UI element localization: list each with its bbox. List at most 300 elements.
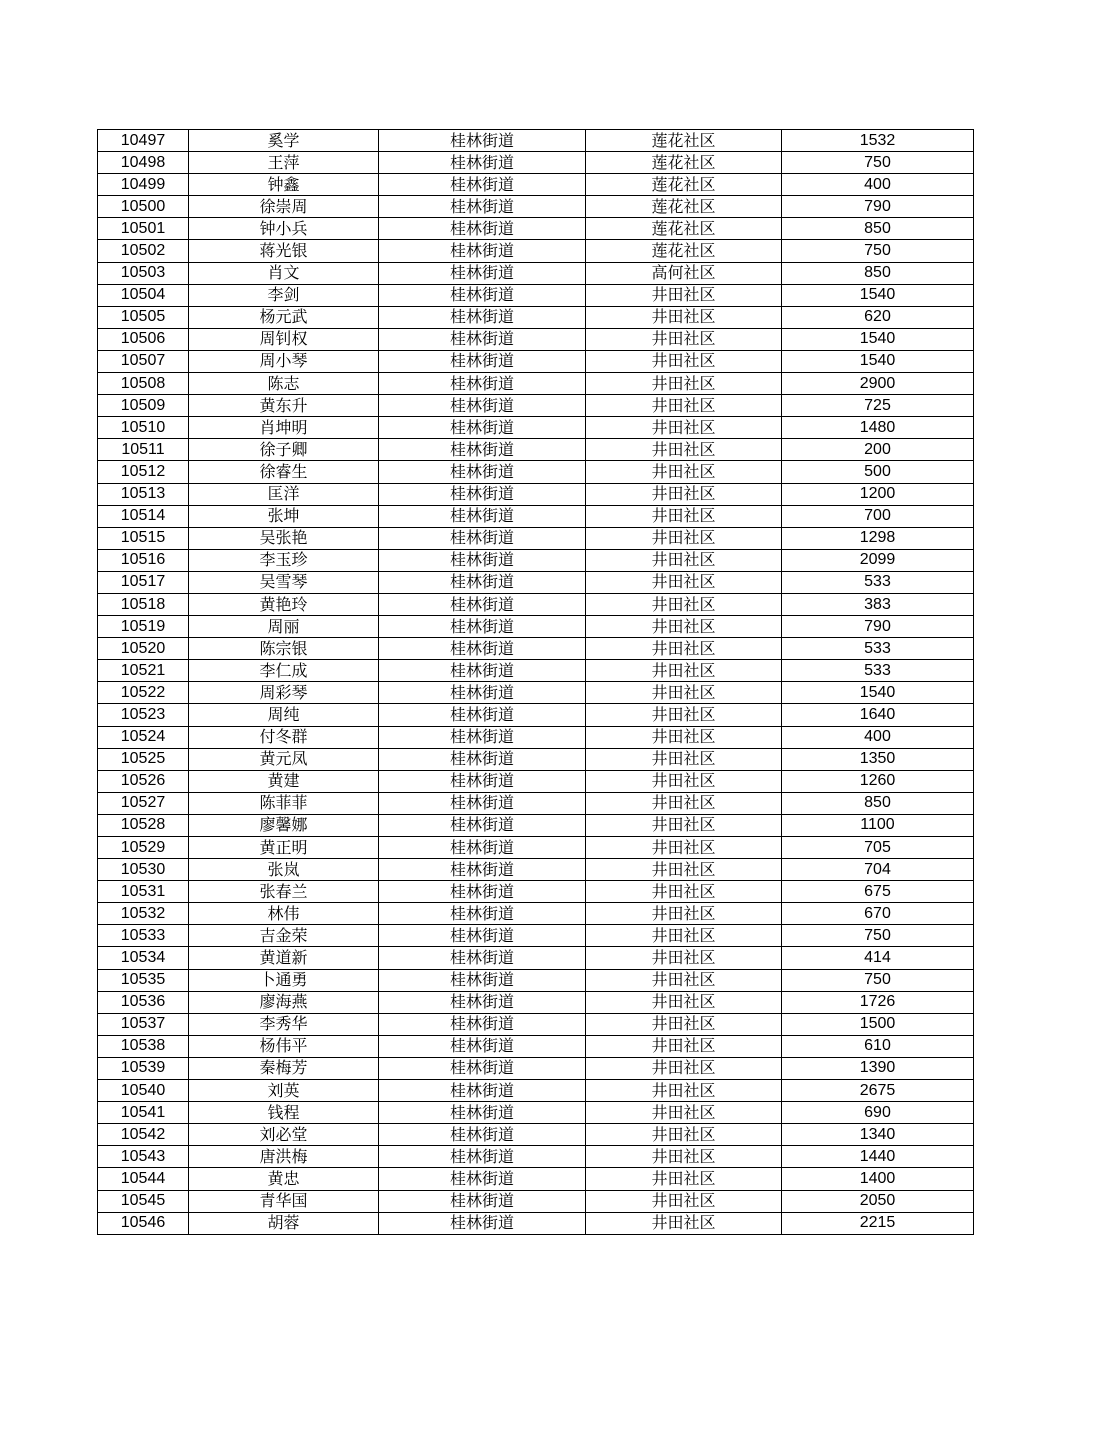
record-id-cell: 10532 <box>98 903 189 925</box>
table-row <box>98 638 974 660</box>
community-cell: 井田社区 <box>586 770 782 792</box>
record-id-cell: 10540 <box>98 1080 189 1102</box>
amount-cell: 1298 <box>782 527 974 549</box>
community-cell: 井田社区 <box>586 571 782 593</box>
record-id-cell: 10536 <box>98 991 189 1013</box>
street-cell: 桂林街道 <box>379 593 586 615</box>
person-name-cell: 周钊权 <box>189 328 379 350</box>
street-cell: 桂林街道 <box>379 1080 586 1102</box>
person-name-cell: 徐睿生 <box>189 461 379 483</box>
table-row <box>98 439 974 461</box>
table-row <box>98 262 974 284</box>
person-name-cell: 肖坤明 <box>189 417 379 439</box>
person-name-cell: 黄元凤 <box>189 748 379 770</box>
amount-cell: 1540 <box>782 682 974 704</box>
amount-cell: 750 <box>782 240 974 262</box>
table-row <box>98 549 974 571</box>
table-row <box>98 1190 974 1212</box>
record-id-cell: 10530 <box>98 859 189 881</box>
person-name-cell: 黄东升 <box>189 395 379 417</box>
street-cell: 桂林街道 <box>379 748 586 770</box>
community-cell: 井田社区 <box>586 483 782 505</box>
community-cell: 莲花社区 <box>586 240 782 262</box>
table-row <box>98 660 974 682</box>
record-id-cell: 10515 <box>98 527 189 549</box>
community-cell: 井田社区 <box>586 1212 782 1234</box>
table-row <box>98 350 974 372</box>
table-row <box>98 859 974 881</box>
amount-cell: 1350 <box>782 748 974 770</box>
person-name-cell: 李剑 <box>189 284 379 306</box>
record-id-cell: 10527 <box>98 792 189 814</box>
table-row <box>98 1146 974 1168</box>
table-row <box>98 881 974 903</box>
person-name-cell: 李玉珍 <box>189 549 379 571</box>
record-id-cell: 10528 <box>98 814 189 836</box>
community-cell: 井田社区 <box>586 1168 782 1190</box>
street-cell: 桂林街道 <box>379 196 586 218</box>
amount-cell: 2215 <box>782 1212 974 1234</box>
amount-cell: 1200 <box>782 483 974 505</box>
community-cell: 井田社区 <box>586 748 782 770</box>
amount-cell: 850 <box>782 218 974 240</box>
record-id-cell: 10512 <box>98 461 189 483</box>
amount-cell: 1640 <box>782 704 974 726</box>
community-cell: 莲花社区 <box>586 174 782 196</box>
person-name-cell: 青华国 <box>189 1190 379 1212</box>
table-row <box>98 616 974 638</box>
street-cell: 桂林街道 <box>379 1146 586 1168</box>
amount-cell: 675 <box>782 881 974 903</box>
amount-cell: 533 <box>782 638 974 660</box>
person-name-cell: 廖馨娜 <box>189 814 379 836</box>
person-name-cell: 徐子卿 <box>189 439 379 461</box>
table-row <box>98 682 974 704</box>
person-name-cell: 肖文 <box>189 262 379 284</box>
street-cell: 桂林街道 <box>379 328 586 350</box>
person-name-cell: 杨元武 <box>189 306 379 328</box>
person-name-cell: 钟鑫 <box>189 174 379 196</box>
community-cell: 井田社区 <box>586 1035 782 1057</box>
amount-cell: 1726 <box>782 991 974 1013</box>
record-id-cell: 10526 <box>98 770 189 792</box>
person-name-cell: 胡蓉 <box>189 1212 379 1234</box>
person-name-cell: 钱程 <box>189 1102 379 1124</box>
community-cell: 井田社区 <box>586 660 782 682</box>
person-name-cell: 钟小兵 <box>189 218 379 240</box>
record-id-cell: 10503 <box>98 262 189 284</box>
table-row <box>98 969 974 991</box>
street-cell: 桂林街道 <box>379 638 586 660</box>
community-cell: 莲花社区 <box>586 130 782 152</box>
table-row <box>98 1013 974 1035</box>
table-row <box>98 704 974 726</box>
street-cell: 桂林街道 <box>379 571 586 593</box>
person-name-cell: 张岚 <box>189 859 379 881</box>
street-cell: 桂林街道 <box>379 152 586 174</box>
record-id-cell: 10524 <box>98 726 189 748</box>
table-row <box>98 726 974 748</box>
record-id-cell: 10507 <box>98 350 189 372</box>
table-row <box>98 527 974 549</box>
amount-cell: 200 <box>782 439 974 461</box>
community-cell: 井田社区 <box>586 527 782 549</box>
person-name-cell: 奚学 <box>189 130 379 152</box>
person-name-cell: 吉金荣 <box>189 925 379 947</box>
amount-cell: 1340 <box>782 1124 974 1146</box>
table-row <box>98 1035 974 1057</box>
street-cell: 桂林街道 <box>379 969 586 991</box>
table-row <box>98 174 974 196</box>
record-id-cell: 10508 <box>98 373 189 395</box>
community-cell: 井田社区 <box>586 461 782 483</box>
record-id-cell: 10513 <box>98 483 189 505</box>
record-id-cell: 10539 <box>98 1057 189 1079</box>
community-cell: 井田社区 <box>586 704 782 726</box>
person-name-cell: 周丽 <box>189 616 379 638</box>
record-id-cell: 10517 <box>98 571 189 593</box>
community-cell: 井田社区 <box>586 792 782 814</box>
person-name-cell: 吴张艳 <box>189 527 379 549</box>
amount-cell: 1440 <box>782 1146 974 1168</box>
amount-cell: 383 <box>782 593 974 615</box>
person-name-cell: 廖海燕 <box>189 991 379 1013</box>
record-id-cell: 10537 <box>98 1013 189 1035</box>
street-cell: 桂林街道 <box>379 704 586 726</box>
community-cell: 井田社区 <box>586 417 782 439</box>
community-cell: 井田社区 <box>586 505 782 527</box>
street-cell: 桂林街道 <box>379 306 586 328</box>
table-row <box>98 417 974 439</box>
table-row <box>98 306 974 328</box>
amount-cell: 1400 <box>782 1168 974 1190</box>
community-cell: 井田社区 <box>586 1080 782 1102</box>
street-cell: 桂林街道 <box>379 1035 586 1057</box>
person-name-cell: 秦梅芳 <box>189 1057 379 1079</box>
table-row <box>98 814 974 836</box>
community-cell: 井田社区 <box>586 682 782 704</box>
amount-cell: 2050 <box>782 1190 974 1212</box>
record-id-cell: 10518 <box>98 593 189 615</box>
record-id-cell: 10521 <box>98 660 189 682</box>
street-cell: 桂林街道 <box>379 130 586 152</box>
street-cell: 桂林街道 <box>379 1102 586 1124</box>
amount-cell: 750 <box>782 925 974 947</box>
amount-cell: 400 <box>782 174 974 196</box>
record-id-cell: 10534 <box>98 947 189 969</box>
record-id-cell: 10543 <box>98 1146 189 1168</box>
community-cell: 井田社区 <box>586 549 782 571</box>
person-name-cell: 陈菲菲 <box>189 792 379 814</box>
amount-cell: 414 <box>782 947 974 969</box>
record-id-cell: 10511 <box>98 439 189 461</box>
street-cell: 桂林街道 <box>379 814 586 836</box>
street-cell: 桂林街道 <box>379 682 586 704</box>
record-id-cell: 10497 <box>98 130 189 152</box>
community-cell: 井田社区 <box>586 638 782 660</box>
person-name-cell: 刘必堂 <box>189 1124 379 1146</box>
person-name-cell: 匡洋 <box>189 483 379 505</box>
person-name-cell: 陈志 <box>189 373 379 395</box>
street-cell: 桂林街道 <box>379 395 586 417</box>
table-row <box>98 395 974 417</box>
community-cell: 井田社区 <box>586 969 782 991</box>
street-cell: 桂林街道 <box>379 284 586 306</box>
street-cell: 桂林街道 <box>379 947 586 969</box>
amount-cell: 400 <box>782 726 974 748</box>
amount-cell: 610 <box>782 1035 974 1057</box>
person-name-cell: 李秀华 <box>189 1013 379 1035</box>
amount-cell: 750 <box>782 969 974 991</box>
community-cell: 井田社区 <box>586 925 782 947</box>
community-cell: 井田社区 <box>586 991 782 1013</box>
amount-cell: 500 <box>782 461 974 483</box>
person-name-cell: 卜通勇 <box>189 969 379 991</box>
street-cell: 桂林街道 <box>379 881 586 903</box>
table-row <box>98 218 974 240</box>
person-name-cell: 杨伟平 <box>189 1035 379 1057</box>
person-name-cell: 黄艳玲 <box>189 593 379 615</box>
record-id-cell: 10498 <box>98 152 189 174</box>
street-cell: 桂林街道 <box>379 417 586 439</box>
amount-cell: 533 <box>782 571 974 593</box>
community-cell: 井田社区 <box>586 1124 782 1146</box>
table-row <box>98 284 974 306</box>
street-cell: 桂林街道 <box>379 262 586 284</box>
person-name-cell: 林伟 <box>189 903 379 925</box>
record-id-cell: 10535 <box>98 969 189 991</box>
person-name-cell: 李仁成 <box>189 660 379 682</box>
record-id-cell: 10523 <box>98 704 189 726</box>
person-name-cell: 黄正明 <box>189 837 379 859</box>
street-cell: 桂林街道 <box>379 483 586 505</box>
amount-cell: 1540 <box>782 284 974 306</box>
amount-cell: 850 <box>782 262 974 284</box>
street-cell: 桂林街道 <box>379 240 586 262</box>
person-name-cell: 王萍 <box>189 152 379 174</box>
street-cell: 桂林街道 <box>379 792 586 814</box>
record-id-cell: 10531 <box>98 881 189 903</box>
amount-cell: 790 <box>782 196 974 218</box>
community-cell: 井田社区 <box>586 1190 782 1212</box>
community-cell: 莲花社区 <box>586 152 782 174</box>
table-row <box>98 593 974 615</box>
table-row <box>98 1168 974 1190</box>
record-id-cell: 10510 <box>98 417 189 439</box>
street-cell: 桂林街道 <box>379 1013 586 1035</box>
amount-cell: 750 <box>782 152 974 174</box>
person-name-cell: 吴雪琴 <box>189 571 379 593</box>
table-row <box>98 1057 974 1079</box>
record-id-cell: 10519 <box>98 616 189 638</box>
table-row <box>98 505 974 527</box>
table-row <box>98 461 974 483</box>
person-name-cell: 张春兰 <box>189 881 379 903</box>
street-cell: 桂林街道 <box>379 174 586 196</box>
person-name-cell: 徐崇周 <box>189 196 379 218</box>
street-cell: 桂林街道 <box>379 726 586 748</box>
amount-cell: 1390 <box>782 1057 974 1079</box>
community-cell: 莲花社区 <box>586 196 782 218</box>
community-cell: 井田社区 <box>586 593 782 615</box>
community-cell: 井田社区 <box>586 903 782 925</box>
record-id-cell: 10542 <box>98 1124 189 1146</box>
amount-cell: 1540 <box>782 350 974 372</box>
street-cell: 桂林街道 <box>379 461 586 483</box>
street-cell: 桂林街道 <box>379 925 586 947</box>
record-id-cell: 10545 <box>98 1190 189 1212</box>
table-row <box>98 483 974 505</box>
street-cell: 桂林街道 <box>379 1168 586 1190</box>
street-cell: 桂林街道 <box>379 549 586 571</box>
record-id-cell: 10506 <box>98 328 189 350</box>
record-id-cell: 10501 <box>98 218 189 240</box>
record-id-cell: 10500 <box>98 196 189 218</box>
community-cell: 井田社区 <box>586 373 782 395</box>
record-id-cell: 10525 <box>98 748 189 770</box>
person-name-cell: 付冬群 <box>189 726 379 748</box>
amount-cell: 1260 <box>782 770 974 792</box>
community-cell: 井田社区 <box>586 814 782 836</box>
amount-cell: 725 <box>782 395 974 417</box>
community-cell: 井田社区 <box>586 306 782 328</box>
amount-cell: 700 <box>782 505 974 527</box>
street-cell: 桂林街道 <box>379 770 586 792</box>
table-row <box>98 373 974 395</box>
community-cell: 井田社区 <box>586 881 782 903</box>
table-row <box>98 240 974 262</box>
amount-cell: 533 <box>782 660 974 682</box>
community-cell: 井田社区 <box>586 395 782 417</box>
table-row <box>98 152 974 174</box>
amount-cell: 704 <box>782 859 974 881</box>
record-id-cell: 10546 <box>98 1212 189 1234</box>
table-row <box>98 196 974 218</box>
community-cell: 井田社区 <box>586 284 782 306</box>
person-name-cell: 黄道新 <box>189 947 379 969</box>
community-cell: 井田社区 <box>586 328 782 350</box>
amount-cell: 690 <box>782 1102 974 1124</box>
street-cell: 桂林街道 <box>379 439 586 461</box>
street-cell: 桂林街道 <box>379 350 586 372</box>
amount-cell: 2900 <box>782 373 974 395</box>
amount-cell: 790 <box>782 616 974 638</box>
person-name-cell: 陈宗银 <box>189 638 379 660</box>
street-cell: 桂林街道 <box>379 373 586 395</box>
amount-cell: 1480 <box>782 417 974 439</box>
community-cell: 井田社区 <box>586 1013 782 1035</box>
person-name-cell: 蒋光银 <box>189 240 379 262</box>
street-cell: 桂林街道 <box>379 1057 586 1079</box>
person-name-cell: 唐洪梅 <box>189 1146 379 1168</box>
community-cell: 井田社区 <box>586 1057 782 1079</box>
table-body <box>98 130 974 1235</box>
street-cell: 桂林街道 <box>379 218 586 240</box>
community-cell: 井田社区 <box>586 439 782 461</box>
community-cell: 井田社区 <box>586 1146 782 1168</box>
person-name-cell: 周彩琴 <box>189 682 379 704</box>
record-id-cell: 10533 <box>98 925 189 947</box>
person-name-cell: 刘英 <box>189 1080 379 1102</box>
table-row <box>98 328 974 350</box>
person-name-cell: 周纯 <box>189 704 379 726</box>
record-id-cell: 10514 <box>98 505 189 527</box>
record-id-cell: 10499 <box>98 174 189 196</box>
amount-cell: 620 <box>782 306 974 328</box>
street-cell: 桂林街道 <box>379 859 586 881</box>
amount-cell: 2675 <box>782 1080 974 1102</box>
table-row <box>98 947 974 969</box>
record-id-cell: 10541 <box>98 1102 189 1124</box>
amount-cell: 2099 <box>782 549 974 571</box>
record-id-cell: 10504 <box>98 284 189 306</box>
person-name-cell: 周小琴 <box>189 350 379 372</box>
street-cell: 桂林街道 <box>379 1190 586 1212</box>
amount-cell: 705 <box>782 837 974 859</box>
community-cell: 莲花社区 <box>586 218 782 240</box>
table-row <box>98 1102 974 1124</box>
street-cell: 桂林街道 <box>379 1124 586 1146</box>
person-name-cell: 黄忠 <box>189 1168 379 1190</box>
table-row <box>98 130 974 152</box>
amount-cell: 850 <box>782 792 974 814</box>
community-cell: 高何社区 <box>586 262 782 284</box>
table-row <box>98 1124 974 1146</box>
community-cell: 井田社区 <box>586 350 782 372</box>
record-id-cell: 10502 <box>98 240 189 262</box>
street-cell: 桂林街道 <box>379 616 586 638</box>
street-cell: 桂林街道 <box>379 837 586 859</box>
street-cell: 桂林街道 <box>379 991 586 1013</box>
street-cell: 桂林街道 <box>379 1212 586 1234</box>
table-row <box>98 991 974 1013</box>
table-row <box>98 748 974 770</box>
street-cell: 桂林街道 <box>379 660 586 682</box>
community-cell: 井田社区 <box>586 726 782 748</box>
record-id-cell: 10509 <box>98 395 189 417</box>
community-cell: 井田社区 <box>586 859 782 881</box>
community-cell: 井田社区 <box>586 837 782 859</box>
community-cell: 井田社区 <box>586 616 782 638</box>
community-cell: 井田社区 <box>586 1102 782 1124</box>
community-cell: 井田社区 <box>586 947 782 969</box>
person-name-cell: 黄建 <box>189 770 379 792</box>
record-id-cell: 10522 <box>98 682 189 704</box>
table-row <box>98 571 974 593</box>
record-id-cell: 10544 <box>98 1168 189 1190</box>
person-name-cell: 张坤 <box>189 505 379 527</box>
table-row <box>98 770 974 792</box>
table-row <box>98 837 974 859</box>
table-row <box>98 1212 974 1234</box>
amount-cell: 670 <box>782 903 974 925</box>
table-row <box>98 792 974 814</box>
street-cell: 桂林街道 <box>379 527 586 549</box>
record-id-cell: 10529 <box>98 837 189 859</box>
amount-cell: 1540 <box>782 328 974 350</box>
amount-cell: 1100 <box>782 814 974 836</box>
amount-cell: 1500 <box>782 1013 974 1035</box>
data-table <box>97 129 974 1235</box>
table-row <box>98 925 974 947</box>
record-id-cell: 10538 <box>98 1035 189 1057</box>
street-cell: 桂林街道 <box>379 505 586 527</box>
record-id-cell: 10505 <box>98 306 189 328</box>
table-row <box>98 1080 974 1102</box>
record-id-cell: 10516 <box>98 549 189 571</box>
record-id-cell: 10520 <box>98 638 189 660</box>
street-cell: 桂林街道 <box>379 903 586 925</box>
